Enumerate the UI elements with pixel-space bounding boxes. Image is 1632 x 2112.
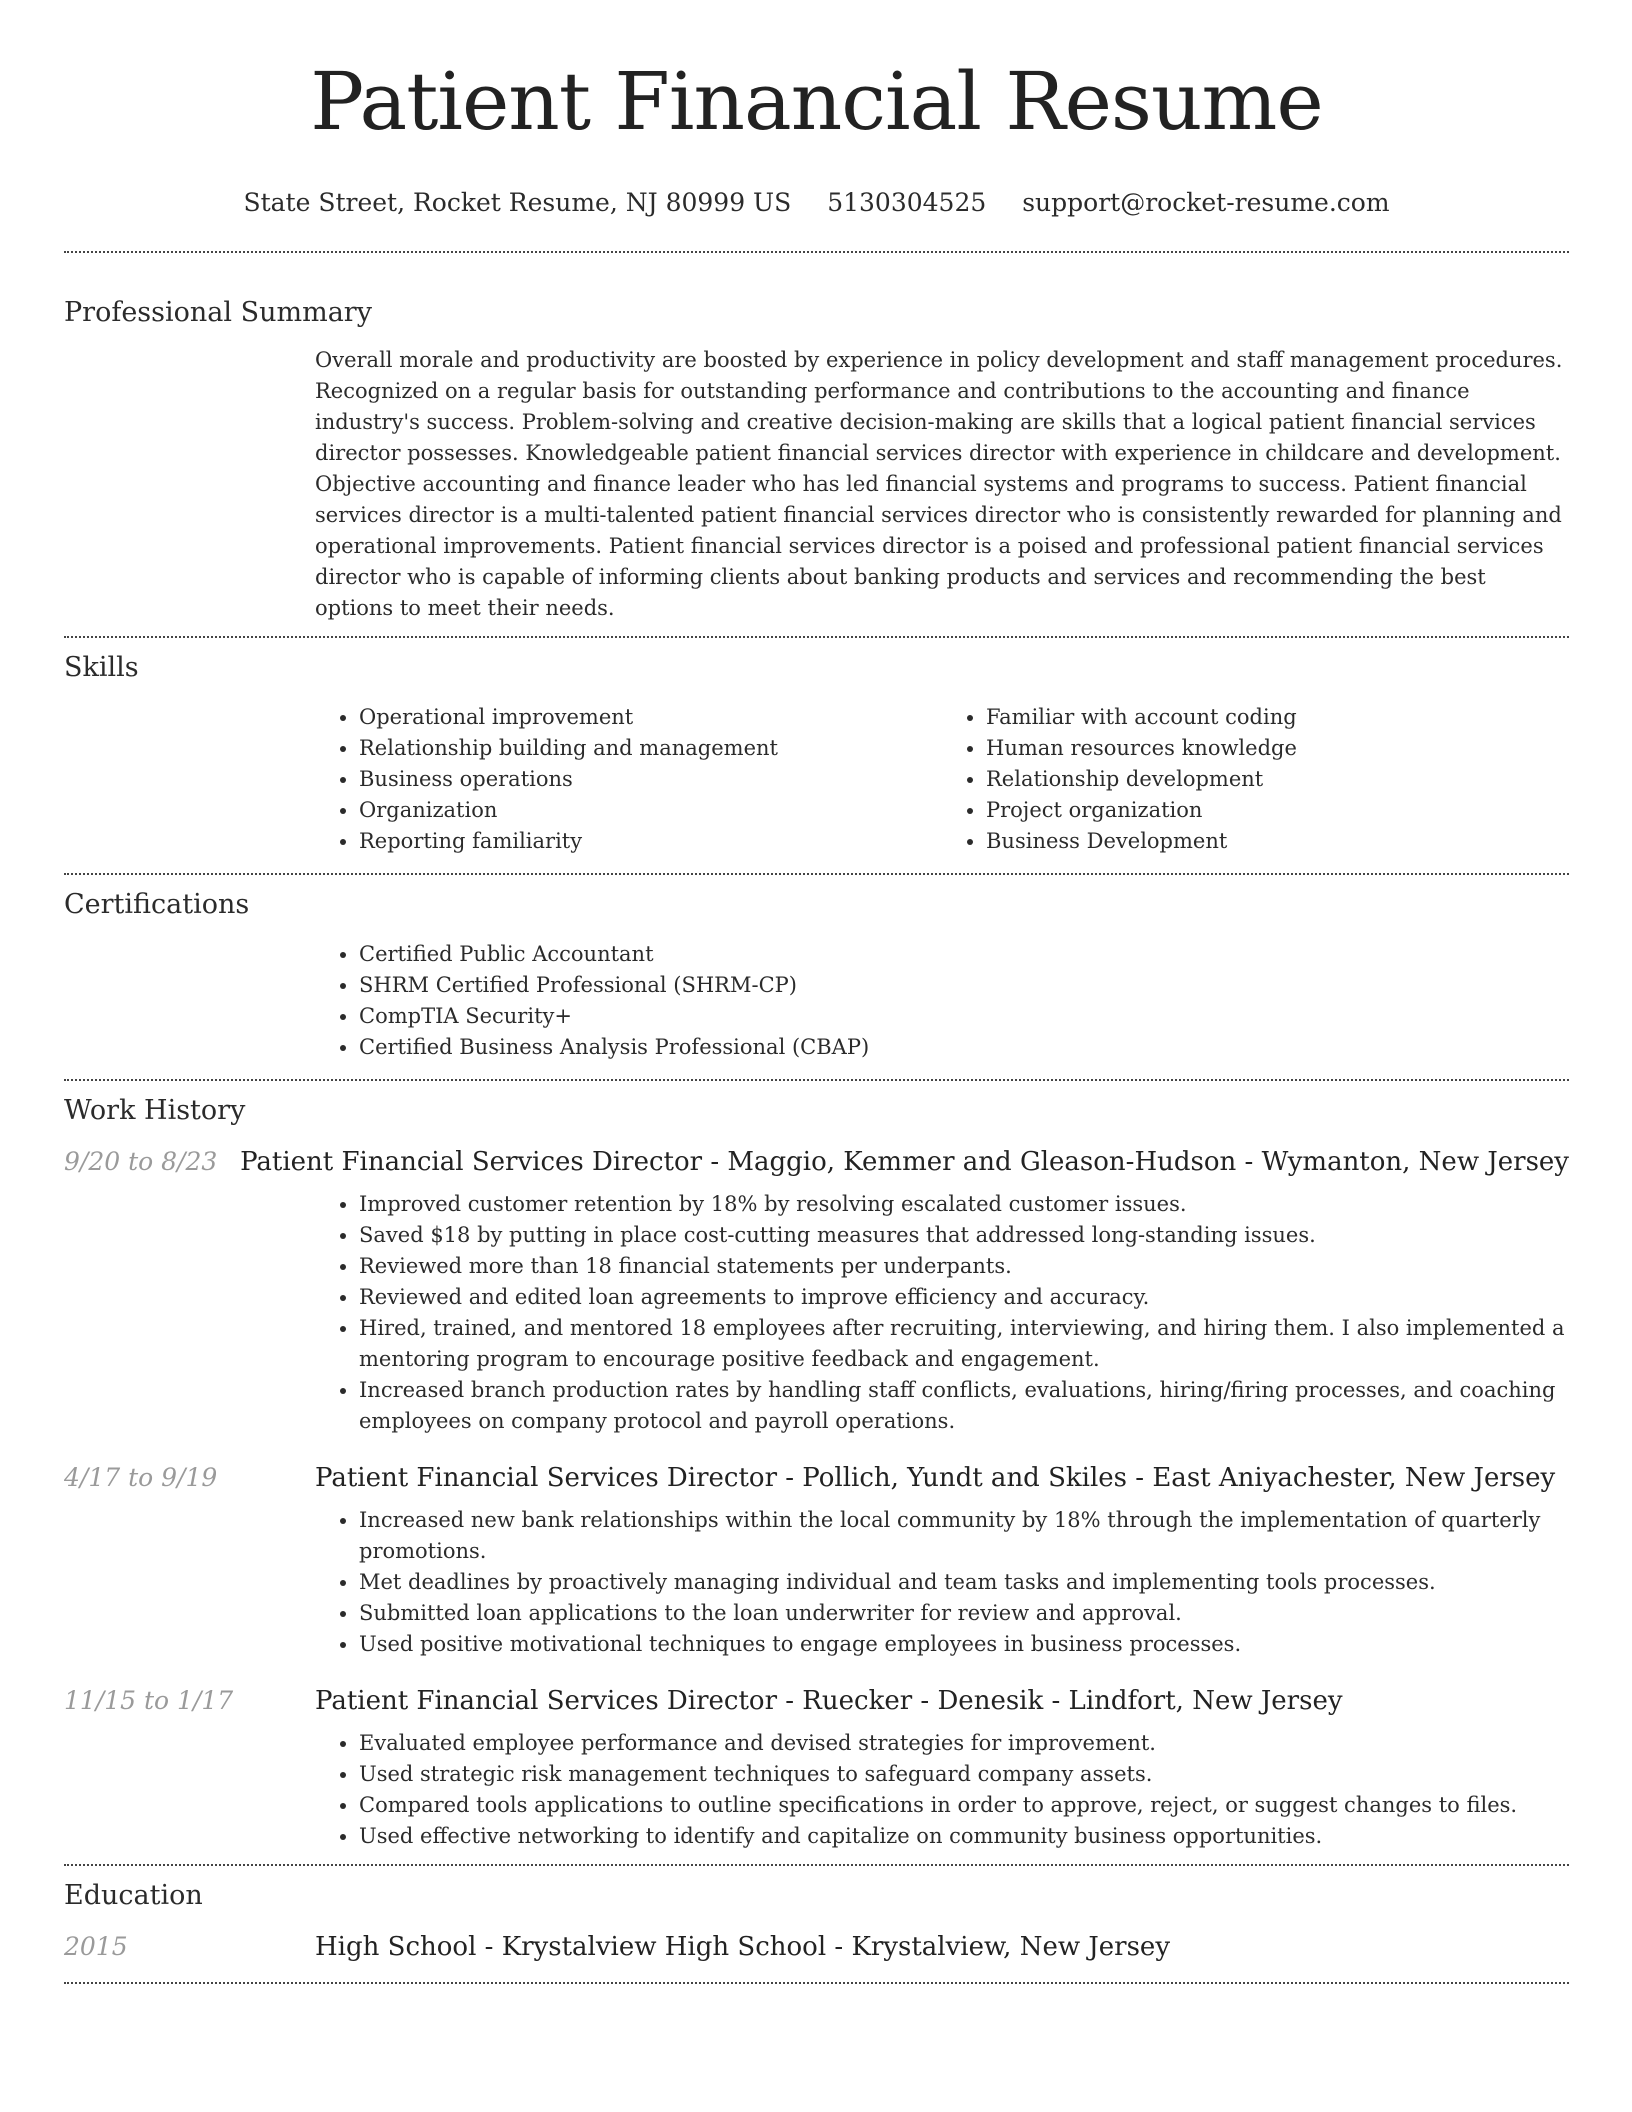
job-bullet: • Saved $18 by putting in place cost-cutting measures that addressed long-standing issues. — [359, 1220, 1569, 1251]
job-title: Patient Financial Services Director - Maggio, Kemmer and Gleason-Hudson - Wymanton, New Jersey — [240, 1147, 1569, 1177]
education-entry — [64, 1932, 1569, 1962]
job-dates: 9/20 to 8/23 — [64, 1147, 218, 1176]
job-bullet: • Evaluated employee performance and devised strategies for improvement. — [359, 1728, 1569, 1759]
job-header — [64, 1686, 1569, 1716]
job-title: Patient Financial Services Director - Ruecker - Denesik - Lindfort, New Jersey — [315, 1686, 1343, 1716]
skills-grid — [315, 702, 1569, 857]
job-bullets — [315, 1505, 1569, 1660]
skill-item: • Organization — [359, 795, 942, 826]
certification-item: • Certified Business Analysis Professional (CBAP) — [359, 1032, 1569, 1063]
skill-item: • Relationship building and management — [359, 733, 942, 764]
skill-item: • Project organization — [986, 795, 1569, 826]
job-bullet: • Hired, trained, and mentored 18 employees after recruiting, interviewing, and hiring them. I also implemented a mentoring program to encourage positive feedback and engagement. — [359, 1313, 1569, 1375]
job-bullet: • Met deadlines by proactively managing individual and team tasks and implementing tools processes. — [359, 1567, 1569, 1598]
job-bullets-block — [315, 1505, 1569, 1660]
job-bullet: • Reviewed and edited loan agreements to improve efficiency and accuracy. — [359, 1282, 1569, 1313]
skills-list-right — [942, 702, 1569, 857]
job-bullet: • Improved customer retention by 18% by resolving escalated customer issues. — [359, 1189, 1569, 1220]
skill-item: • Human resources knowledge — [986, 733, 1569, 764]
job-bullets — [315, 1189, 1569, 1437]
skills-list-left — [315, 702, 942, 857]
certifications-list — [315, 939, 1569, 1063]
certification-item: • CompTIA Security+ — [359, 1001, 1569, 1032]
divider — [64, 873, 1569, 875]
job-bullet: • Reviewed more than 18 financial statements per underpants. — [359, 1251, 1569, 1282]
job-bullets — [315, 1728, 1569, 1852]
certifications-heading: Certifications — [64, 889, 250, 920]
job-dates: 11/15 to 1/17 — [64, 1686, 234, 1715]
skill-item: • Business Development — [986, 826, 1569, 857]
job-entry — [64, 1686, 1569, 1852]
contact-phone: 5130304525 — [827, 188, 987, 217]
skill-item: • Operational improvement — [359, 702, 942, 733]
education-header — [64, 1932, 1569, 1962]
divider — [64, 251, 1569, 253]
divider — [64, 636, 1569, 638]
education-year: 2015 — [64, 1932, 128, 1961]
summary-heading: Professional Summary — [64, 297, 372, 328]
skill-item: • Familiar with account coding — [986, 702, 1569, 733]
certifications-block — [315, 939, 1569, 1063]
job-bullet: • Increased branch production rates by handling staff conflicts, evaluations, hiring/firing processes, and coaching employees on company protocol and payroll operations. — [359, 1375, 1569, 1437]
work-history-heading: Work History — [64, 1095, 246, 1126]
summary-text: Overall morale and productivity are boosted by experience in policy development and staff management procedures. Recognized on a regular basis for outstanding performance and contributions to the accounting and finance industry's success. Problem-solving and creative decision-making are skills that a logical patient financial services director possesses. Knowledgeable patient financial services director with experience in childcare and development. Objective accounting and finance leader who has led financial systems and programs to success. Patient financial services director is a multi-talented patient financial services director who is consistently rewarded for planning and operational improvements. Patient financial services director is a poised and professional patient financial services director who is capable of informing clients about banking products and services and recommending the best options to meet their needs. — [315, 348, 1563, 620]
job-entry — [64, 1463, 1569, 1660]
job-bullet: • Increased new bank relationships within the local community by 18% through the implementation of quarterly promotions. — [359, 1505, 1569, 1567]
resume-page — [64, 0, 1569, 1984]
skill-item: • Relationship development — [986, 764, 1569, 795]
certification-item: • Certified Public Accountant — [359, 939, 1569, 970]
skills-heading: Skills — [64, 652, 139, 683]
job-bullet: • Submitted loan applications to the loan underwriter for review and approval. — [359, 1598, 1569, 1629]
job-header — [64, 1147, 1569, 1177]
job-dates: 4/17 to 9/19 — [64, 1463, 218, 1492]
job-entry — [64, 1147, 1569, 1437]
certification-item: • SHRM Certified Professional (SHRM-CP) — [359, 970, 1569, 1001]
contact-email: support@rocket-resume.com — [1022, 188, 1390, 217]
divider — [64, 1982, 1569, 1984]
skill-item: • Business operations — [359, 764, 942, 795]
skill-item: • Reporting familiarity — [359, 826, 942, 857]
education-heading: Education — [64, 1880, 203, 1911]
education-title: High School - Krystalview High School - Krystalview, New Jersey — [315, 1932, 1171, 1962]
job-bullets-block — [315, 1189, 1569, 1437]
contact-address: State Street, Rocket Resume, NJ 80999 US — [243, 188, 792, 217]
job-header — [64, 1463, 1569, 1493]
job-bullet: • Compared tools applications to outline specifications in order to approve, reject, or suggest changes to files. — [359, 1790, 1569, 1821]
job-bullet: • Used positive motivational techniques to engage employees in business processes. — [359, 1629, 1569, 1660]
divider — [64, 1864, 1569, 1866]
job-bullet: • Used strategic risk management techniques to safeguard company assets. — [359, 1759, 1569, 1790]
contact-line — [64, 188, 1569, 217]
job-bullets-block — [315, 1728, 1569, 1852]
job-title: Patient Financial Services Director - Pollich, Yundt and Skiles - East Aniyachester, New Jersey — [315, 1463, 1556, 1493]
job-bullet: • Used effective networking to identify and capitalize on community business opportunities. — [359, 1821, 1569, 1852]
resume-title: Patient Financial Resume — [310, 55, 1323, 148]
divider — [64, 1079, 1569, 1081]
